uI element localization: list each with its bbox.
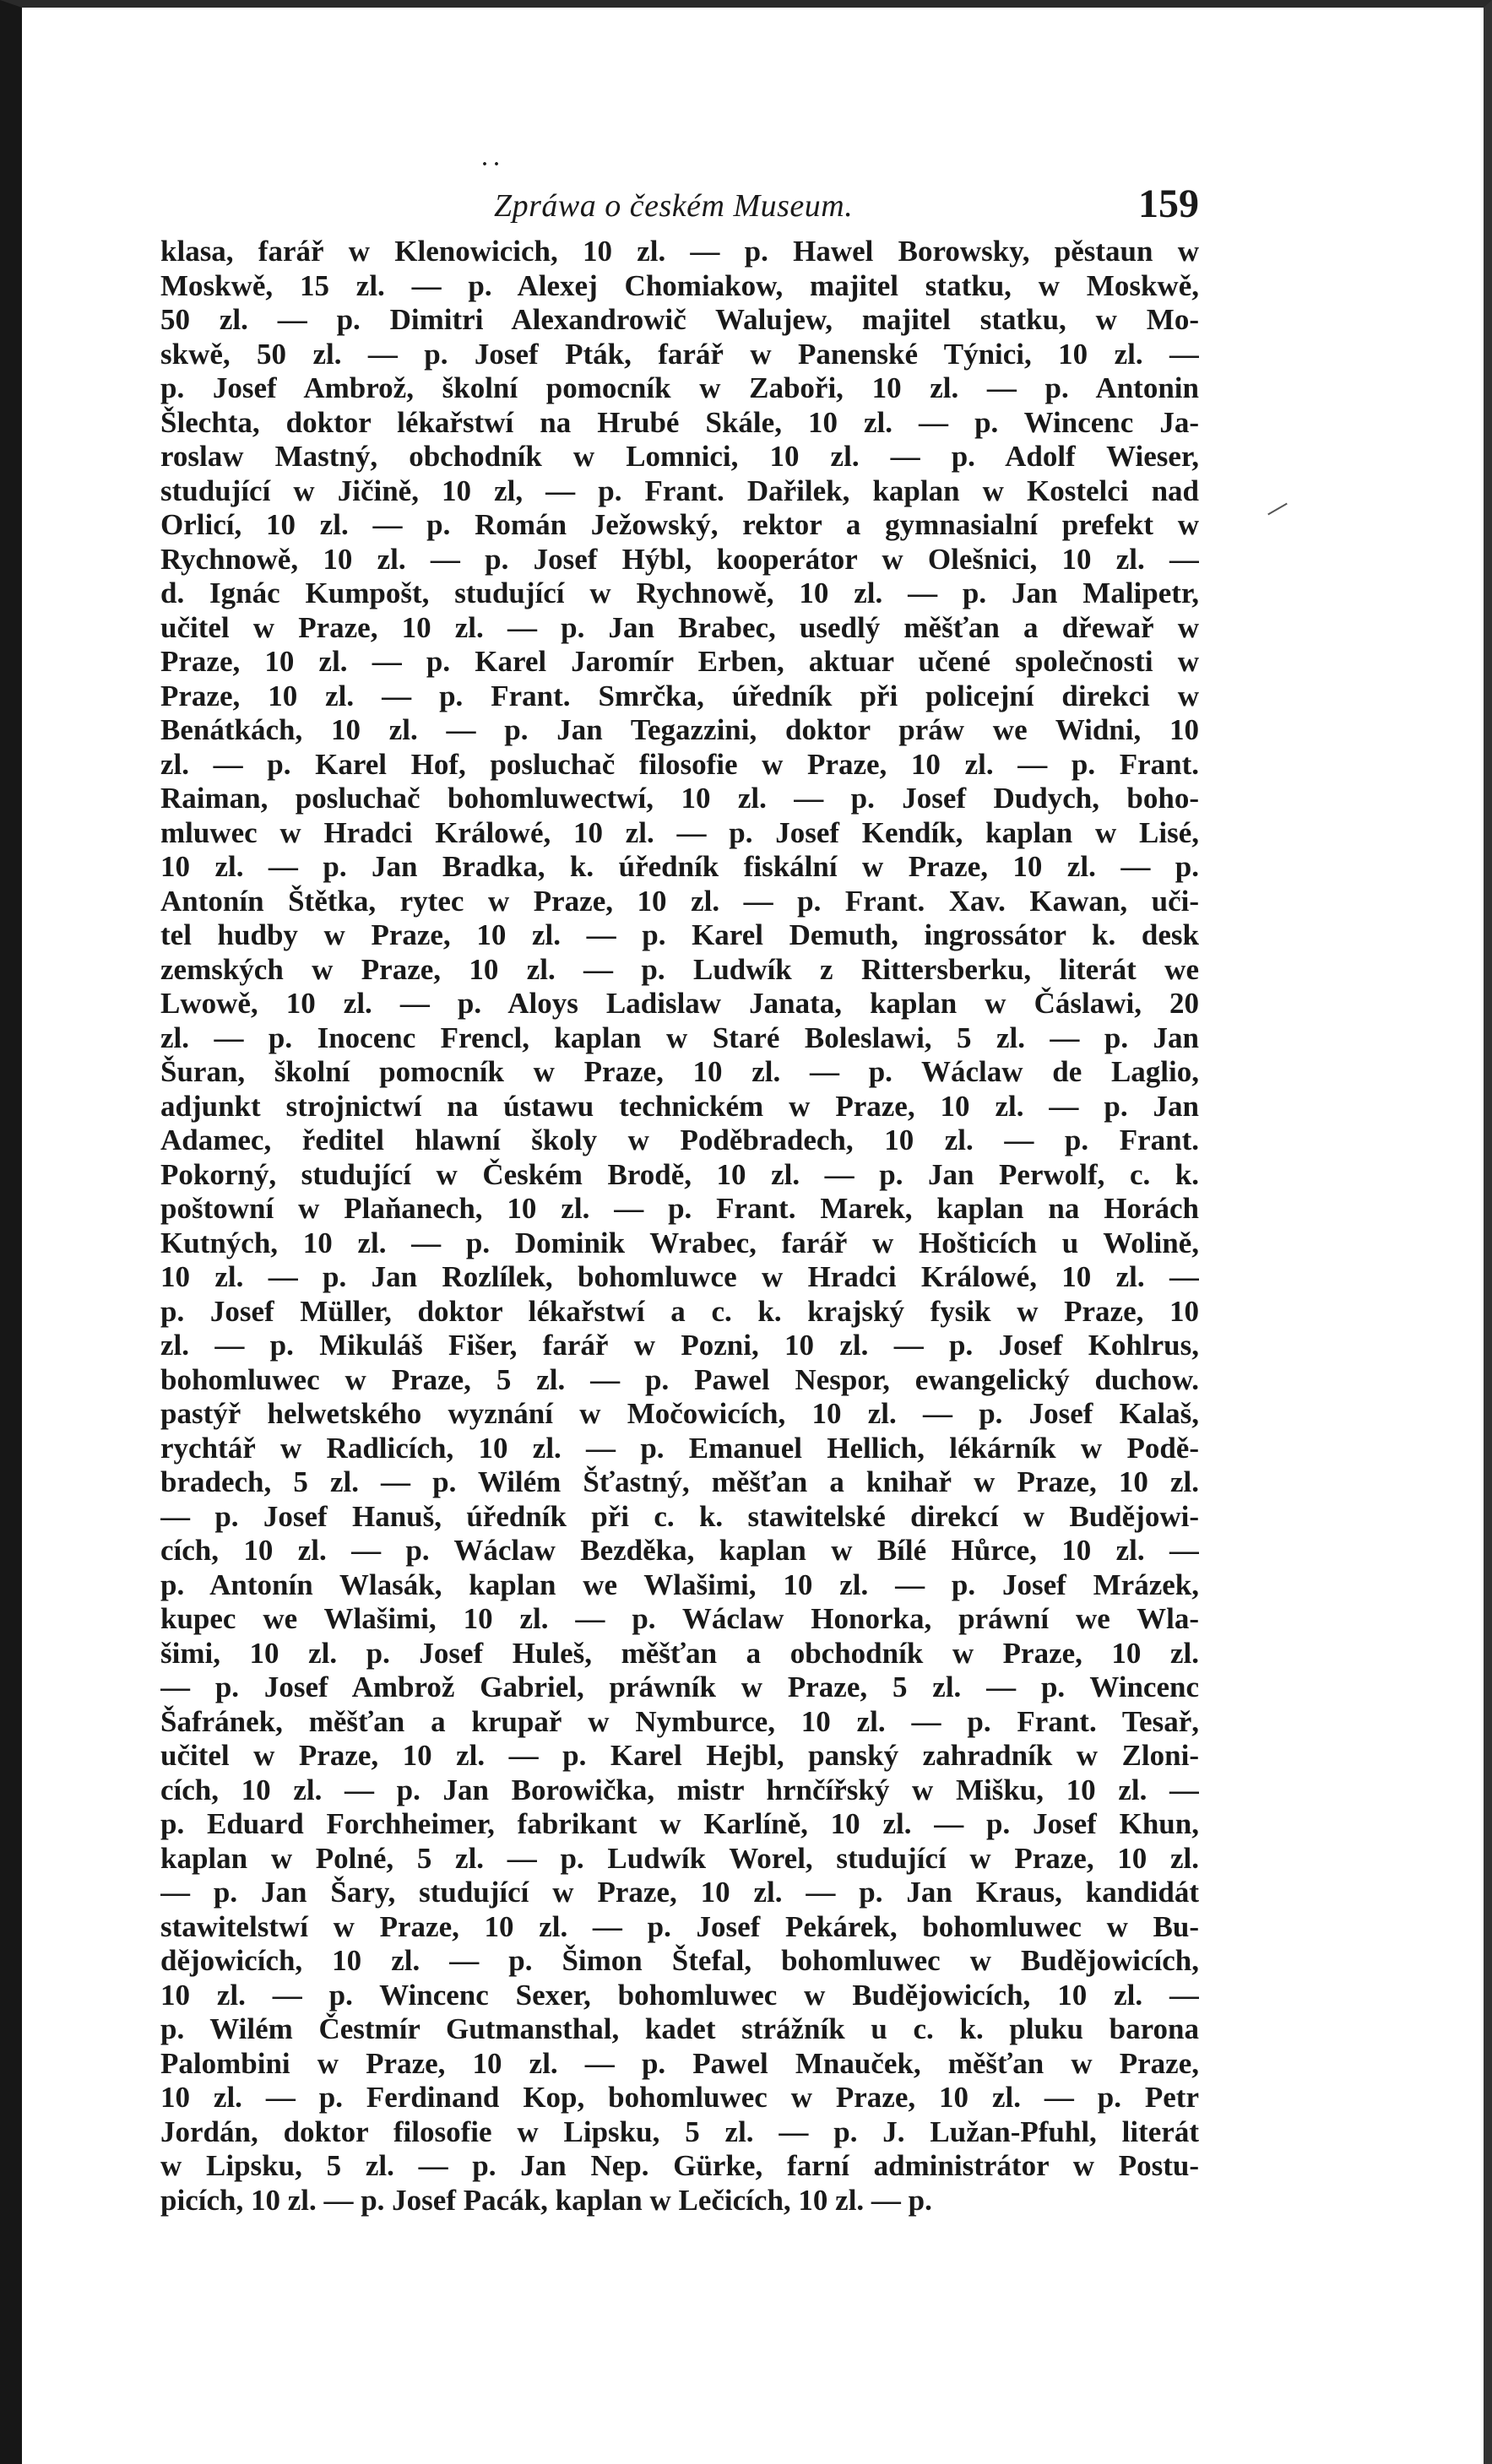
text-line: Raiman, posluchač bohomluwectwí, 10 zl. — p. Josef Dudych, boho-	[160, 782, 1199, 815]
running-head	[160, 154, 1199, 235]
text-line: Lwowě, 10 zl. — p. Aloys Ladislaw Janata, kaplan w Čáslawi, 20	[160, 987, 1199, 1020]
text-line: adjunkt strojnictwí na ústawu technickém w Praze, 10 zl. — p. Jan	[160, 1089, 1199, 1123]
text-line: p. Wilém Čestmír Gutmansthal, kadet strážník u c. k. pluku barona	[160, 2012, 1199, 2045]
text-line: Moskwě, 15 zl. — p. Alexej Chomiakow, majitel statku, w Moskwě,	[160, 268, 1199, 302]
text-line: tel hudby w Praze, 10 zl. — p. Karel Demuth, ingrossátor k. desk	[160, 918, 1199, 951]
text-line: picích, 10 zl. — p. Josef Pacák, kaplan w Lečicích, 10 zl. — p.	[160, 2183, 932, 2217]
text-line: zl. — p. Karel Hof, posluchač filosofie w Praze, 10 zl. — p. Frant.	[160, 747, 1199, 781]
text-line: šimi, 10 zl. p. Josef Huleš, měšťan a obchodník w Praze, 10 zl.	[160, 1636, 1199, 1670]
text-line: — p. Josef Hanuš, úředník při c. k. stawitelské direkcí w Budějowi-	[160, 1499, 1199, 1533]
text-line: Šlechta, doktor lékařstwí na Hrubé Skále, 10 zl. — p. Wincenc Ja-	[160, 405, 1199, 439]
text-line: Praze, 10 zl. — p. Karel Jaromír Erben, aktuar učené společnosti w	[160, 645, 1199, 678]
text-line: w Lipsku, 5 zl. — p. Jan Nep. Gürke, farní administrátor w Postu-	[160, 2149, 1199, 2182]
body-text	[160, 235, 1199, 2218]
text-line: Rychnowě, 10 zl. — p. Josef Hýbl, kooperátor w Olešnici, 10 zl. —	[160, 542, 1199, 576]
text-line: kaplan w Polné, 5 zl. — p. Ludwík Worel, studující w Praze, 10 zl.	[160, 1841, 1199, 1875]
text-line: učitel w Praze, 10 zl. — p. Jan Brabec, usedlý měšťan a dřewař w	[160, 610, 1199, 644]
text-line: skwě, 50 zl. — p. Josef Pták, farář w Panenské Týnici, 10 zl. —	[160, 337, 1199, 371]
text-line: Benátkách, 10 zl. — p. Jan Tegazzini, doktor práw we Widni, 10	[160, 713, 1199, 746]
text-line: učitel w Praze, 10 zl. — p. Karel Hejbl, panský zahradník w Zloni-	[160, 1739, 1199, 1772]
text-line: poštowní w Plaňanech, 10 zl. — p. Frant. Marek, kaplan na Horách	[160, 1192, 1199, 1225]
text-line: p. Josef Müller, doktor lékařstwí a c. k. krajský fysik w Praze, 10	[160, 1294, 1199, 1328]
text-line: 10 zl. — p. Wincenc Sexer, bohomluwec w Budějowicích, 10 zl. —	[160, 1978, 1199, 2012]
text-line: studující w Jičině, 10 zl, — p. Frant. Dařilek, kaplan w Kostelci nad	[160, 474, 1199, 507]
book-page	[160, 154, 1199, 2218]
text-line: Šafránek, měšťan a krupař w Nymburce, 10 zl. — p. Frant. Tesař,	[160, 1704, 1199, 1738]
text-line: klasa, farář w Klenowicich, 10 zl. — p. Hawel Borowsky, pěstaun w	[160, 235, 1199, 268]
text-line: cích, 10 zl. — p. Jan Borowička, mistr hrnčířský w Mišku, 10 zl. —	[160, 1773, 1199, 1806]
text-line: p. Antonín Wlasák, kaplan we Wlašimi, 10 zl. — p. Josef Mrázek,	[160, 1568, 1199, 1601]
page-number: 159	[1138, 181, 1199, 226]
text-line: bohomluwec w Praze, 5 zl. — p. Pawel Nespor, ewangelický duchow.	[160, 1362, 1199, 1396]
text-line: stawitelstwí w Praze, 10 zl. — p. Josef Pekárek, bohomluwec w Bu-	[160, 1909, 1199, 1943]
text-line: mluwec w Hradci Králowé, 10 zl. — p. Josef Kendík, kaplan w Lisé,	[160, 815, 1199, 849]
printer-dots: · ·	[481, 154, 501, 176]
text-line: roslaw Mastný, obchodník w Lomnici, 10 zl. — p. Adolf Wieser,	[160, 440, 1199, 473]
text-line: zl. — p. Inocenc Frencl, kaplan w Staré Boleslawi, 5 zl. — p. Jan	[160, 1021, 1199, 1054]
text-line: 50 zl. — p. Dimitri Alexandrowič Walujew, majitel statku, w Mo-	[160, 303, 1199, 336]
text-line: Praze, 10 zl. — p. Frant. Smrčka, úředník při policejní direkci w	[160, 679, 1199, 712]
text-line: Antonín Štětka, rytec w Praze, 10 zl. — p. Frant. Xav. Kawan, uči-	[160, 884, 1199, 918]
text-line: Orlicí, 10 zl. — p. Román Ježowský, rektor a gymnasialní prefekt w	[160, 508, 1199, 541]
text-line: p. Josef Ambrož, školní pomocník w Zaboři, 10 zl. — p. Antonin	[160, 371, 1199, 404]
text-line: zemských w Praze, 10 zl. — p. Ludwík z Rittersberku, literát we	[160, 952, 1199, 986]
text-line: Šuran, školní pomocník w Praze, 10 zl. — p. Wáclaw de Laglio,	[160, 1055, 1199, 1088]
text-line: Pokorný, studující w Českém Brodě, 10 zl. — p. Jan Perwolf, c. k.	[160, 1157, 1199, 1191]
text-line: p. Eduard Forchheimer, fabrikant w Karlíně, 10 zl. — p. Josef Khun,	[160, 1807, 1199, 1840]
running-title: Zpráwa o českém Museum.	[494, 188, 854, 224]
text-line: pastýř helwetského wyznání w Močowicích, 10 zl. — p. Josef Kalaš,	[160, 1397, 1199, 1430]
text-line: zl. — p. Mikuláš Fišer, farář w Pozni, 10 zl. — p. Josef Kohlrus,	[160, 1329, 1199, 1362]
text-line: Jordán, doktor filosofie w Lipsku, 5 zl. — p. J. Lužan-Pfuhl, literát	[160, 2115, 1199, 2148]
text-line: 10 zl. — p. Jan Rozlílek, bohomluwce w Hradci Králowé, 10 zl. —	[160, 1260, 1199, 1293]
text-line: dějowicích, 10 zl. — p. Šimon Štefal, bohomluwec w Budějowicích,	[160, 1944, 1199, 1977]
text-line: bradech, 5 zl. — p. Wilém Šťastný, měšťan a knihař w Praze, 10 zl.	[160, 1465, 1199, 1498]
text-line: 10 zl. — p. Ferdinand Kop, bohomluwec w Praze, 10 zl. — p. Petr	[160, 2081, 1199, 2114]
text-line: Palombini w Praze, 10 zl. — p. Pawel Mnauček, měšťan w Praze,	[160, 2046, 1199, 2080]
text-line: — p. Josef Ambrož Gabriel, práwník w Praze, 5 zl. — p. Wincenc	[160, 1671, 1199, 1703]
text-line: d. Ignác Kumpošt, studující w Rychnowě, 10 zl. — p. Jan Malipetr,	[160, 577, 1199, 609]
text-line: cích, 10 zl. — p. Wáclaw Bezděka, kaplan w Bílé Hůrce, 10 zl. —	[160, 1534, 1199, 1567]
text-line: kupec we Wlašimi, 10 zl. — p. Wáclaw Honorka, práwní we Wla-	[160, 1602, 1199, 1635]
text-line: — p. Jan Šary, studující w Praze, 10 zl. — p. Jan Kraus, kandidát	[160, 1876, 1199, 1909]
text-line: Kutných, 10 zl. — p. Dominik Wrabec, farář w Hošticích u Wolině,	[160, 1226, 1199, 1259]
text-line: 10 zl. — p. Jan Bradka, k. úředník fiskální w Praze, 10 zl. — p.	[160, 850, 1199, 883]
text-line: Adamec, ředitel hlawní školy w Poděbradech, 10 zl. — p. Frant.	[160, 1124, 1199, 1156]
text-line: rychtář w Radlicích, 10 zl. — p. Emanuel Hellich, lékárník w Podě-	[160, 1431, 1199, 1465]
